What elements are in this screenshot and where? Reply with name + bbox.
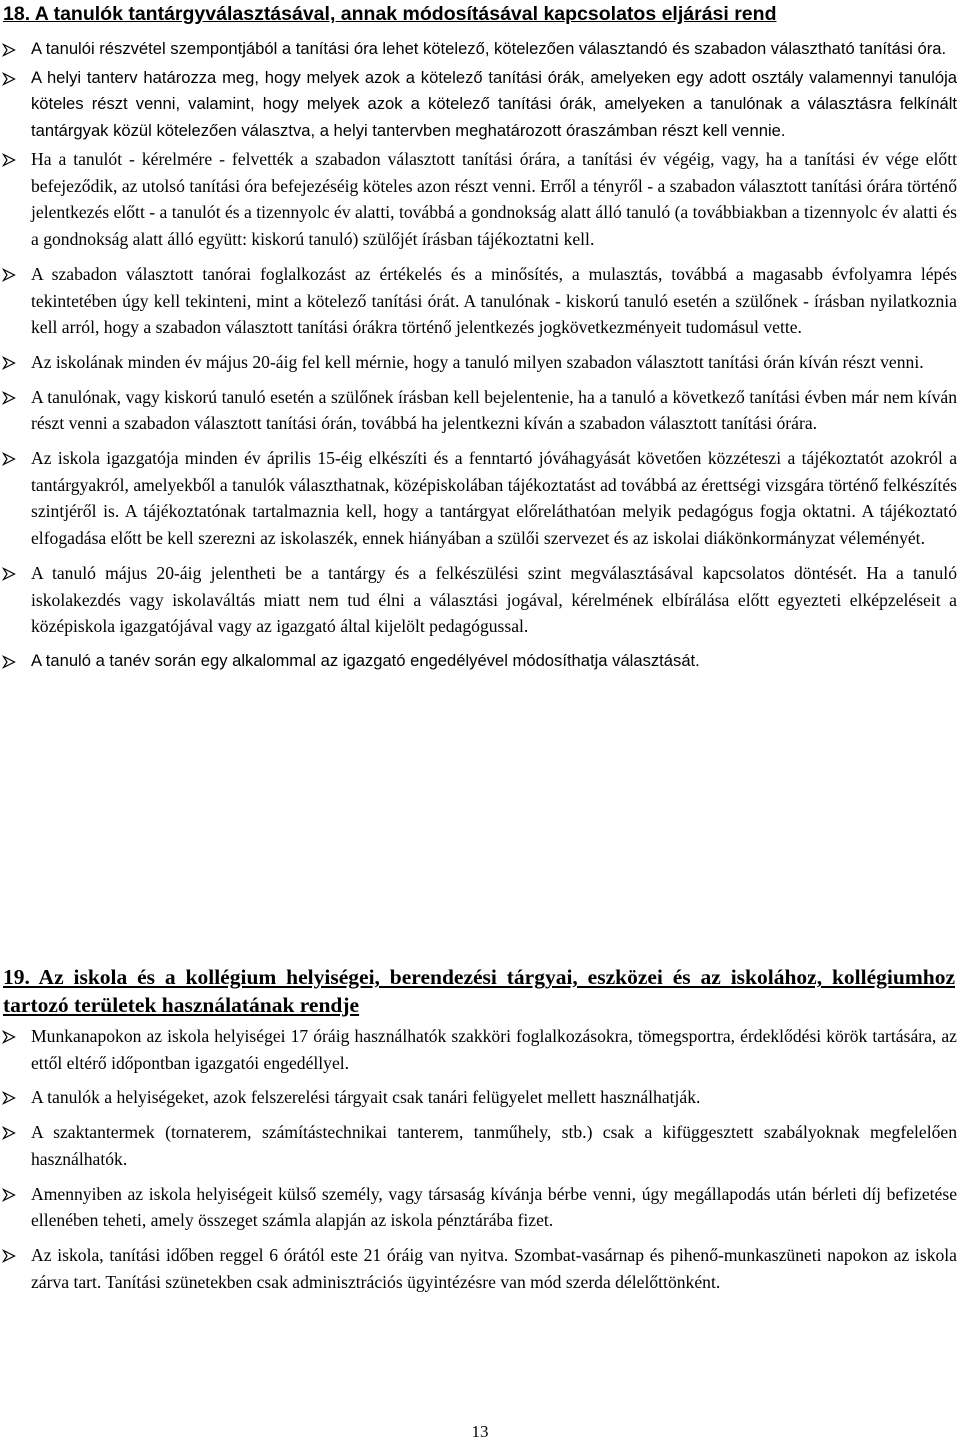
list-item-text: Az iskola igazgatója minden év április 15-éig elkészíti és a fenntartó jóváhagyását követően közzéteszi a tájékoztatót azokról a tantárgyakról, amelyekből a tanulók választhatnak, középiskolában tájékoztatást ad továbbá az érettségi vizsgára történő felkészítés szintjéről is. A tájékoztatónak tartalmaznia kell, hogy a tantárgyat előreláthatóan melyik pedagógus fogja oktatni. A tájékoztató elfogadása előtt be kell szerezni az iskolaszék, ennek hiányában a szülői szervezet és az iskolai diákönkormányzat véleményét. xyxy=(31,448,957,549)
arrowhead-bullet-icon xyxy=(2,1030,16,1044)
arrowhead-bullet-icon xyxy=(2,1091,16,1105)
page-number: 13 xyxy=(471,1422,489,1441)
list-item-text: Az iskola, tanítási időben reggel 6 órától este 21 óráig van nyitva. Szombat-vasárnap és pihenő-munkaszüneti napokon az iskola zárva tart. Tanítási szünetekben csak adminisztrációs ügyintézésre van mód szerda délelőttönként. xyxy=(31,1244,957,1292)
list-item xyxy=(0,648,960,675)
section-18-heading: 18. A tanulók tantárgyválasztásával, annak módosításával kapcsolatos eljárási rend xyxy=(3,3,777,25)
list-item-text: A tanulók a helyiségeket, azok felszerelési tárgyait csak tanári felügyelet mellett használhatják. xyxy=(31,1087,701,1108)
section-19-list xyxy=(0,1023,960,1303)
arrowhead-bullet-icon xyxy=(2,153,16,167)
list-item xyxy=(0,349,960,376)
list-item xyxy=(0,1023,960,1076)
list-item-text: A szaktantermek (tornaterem, számítástechnikai tanterem, tanműhely, stb.) csak a kifüggesztett szabályoknak megfelelően használhatók. xyxy=(31,1122,957,1169)
list-item xyxy=(0,1242,960,1295)
arrowhead-bullet-icon xyxy=(2,1188,16,1202)
list-item xyxy=(0,65,960,145)
list-item-text: Az iskolának minden év május 20-áig fel kell mérnie, hogy a tanuló milyen szabadon választott tanítási órán kíván részt venni. xyxy=(31,351,924,372)
list-item xyxy=(0,1181,960,1234)
arrowhead-bullet-icon xyxy=(2,72,16,86)
arrowhead-bullet-icon xyxy=(2,268,16,282)
arrowhead-bullet-icon xyxy=(2,1126,16,1140)
list-item xyxy=(0,36,960,63)
list-item-text: Munkanapokon az iskola helyiségei 17 óráig használhatók szakköri foglalkozásokra, tömegsportra, érdeklődési körök tartására, az ettől eltérő időpontban igazgatói engedéllyel. xyxy=(31,1026,957,1073)
list-item xyxy=(0,445,960,552)
list-item xyxy=(0,384,960,437)
list-item-text: A tanuló a tanév során egy alkalommal az igazgató engedélyével módosíthatja választását. xyxy=(31,650,700,670)
list-item xyxy=(0,261,960,341)
list-item-text: Amennyiben az iskola helyiségeit külső személy, vagy társaság kívánja bérbe venni, úgy megállapodás után bérleti díj befizetése ellenében teheti, amely összeget számla alapján az iskola pénztárába fizet. xyxy=(31,1183,957,1231)
arrowhead-bullet-icon xyxy=(2,452,16,466)
arrowhead-bullet-icon xyxy=(2,1249,16,1263)
arrowhead-bullet-icon xyxy=(2,567,16,581)
list-item-text: A helyi tanterv határozza meg, hogy melyek azok a kötelező tanítási órák, amelyeken egy adott osztály valamennyi tanulója köteles részt venni, valamint, hogy melyek azok a kötelező tanítási órák, amelyeken a tanulónak a választásra felkínált tantárgyak közül kötelezően választva, a helyi tantervben meghatározott óraszámban részt kell vennie. xyxy=(31,67,957,140)
list-item xyxy=(0,146,960,253)
list-item-text: A szabadon választott tanórai foglalkozást az értékelés és a minősítés, a mulasztás, továbbá a magasabb évfolyamra lépés tekintetében úgy kell tekinteni, mint a kötelező tanítási órát. A tanulónak - kiskorú tanuló esetén a szülőnek - írásban nyilatkoznia kell arról, hogy a szabadon választott tanítási órákra történő jelentkezés jogkövetkezményeit tudomásul vette. xyxy=(31,263,957,338)
list-item xyxy=(0,1119,960,1172)
section-18-list xyxy=(0,36,960,676)
section-19-heading: 19. Az iskola és a kollégium helyiségei, berendezési tárgyai, eszközei és az iskolához, kollégiumhoz tartozó területek használatának rendje xyxy=(3,965,955,1017)
list-item-text: A tanuló május 20-áig jelentheti be a tantárgy és a felkészülési szint megválasztásával kapcsolatos döntését. Ha a tanuló iskolakezdés vagy iskolaváltás miatt nem tud élni a választási jogával, kérelmének elbírálása előtt egyezteti elképzeléseit a középiskola igazgatójával vagy az igazgató által kijelölt pedagógussal. xyxy=(31,562,957,637)
list-item xyxy=(0,1084,960,1111)
arrowhead-bullet-icon xyxy=(2,43,16,57)
arrowhead-bullet-icon xyxy=(2,391,16,405)
list-item-text: Ha a tanulót - kérelmére - felvették a szabadon választott tanítási órára, a tanítási év végéig, vagy, ha a tanítási év vége előtt befejeződik, az utolsó tanítási óra befejezéséig köteles azon részt venni. Erről a tényről - a szabadon választott tanítási órára történő jelentkezés előtt - a tanulót és a tizennyolc év alatti, továbbá a gondnokság alatt álló tanuló (a továbbiakban a tizennyolc év alatti és a gondnokság alatt álló együtt: kiskorú tanuló) szülőjét írásban tájékoztatni kell. xyxy=(31,149,957,250)
arrowhead-bullet-icon xyxy=(2,655,16,669)
list-item-text: A tanulónak, vagy kiskorú tanuló esetén a szülőnek írásban kell bejelentenie, ha a tanuló a következő tanítási évben már nem kíván részt venni a szabadon választott tanítási órán, továbbá ha jelentkezni kíván a szabadon választott tanítási órára. xyxy=(31,386,957,434)
list-item xyxy=(0,560,960,640)
list-item-text: A tanulói részvétel szempontjából a tanítási óra lehet kötelező, kötelezően választandó és szabadon választható tanítási óra. xyxy=(31,39,947,58)
arrowhead-bullet-icon xyxy=(2,356,16,370)
